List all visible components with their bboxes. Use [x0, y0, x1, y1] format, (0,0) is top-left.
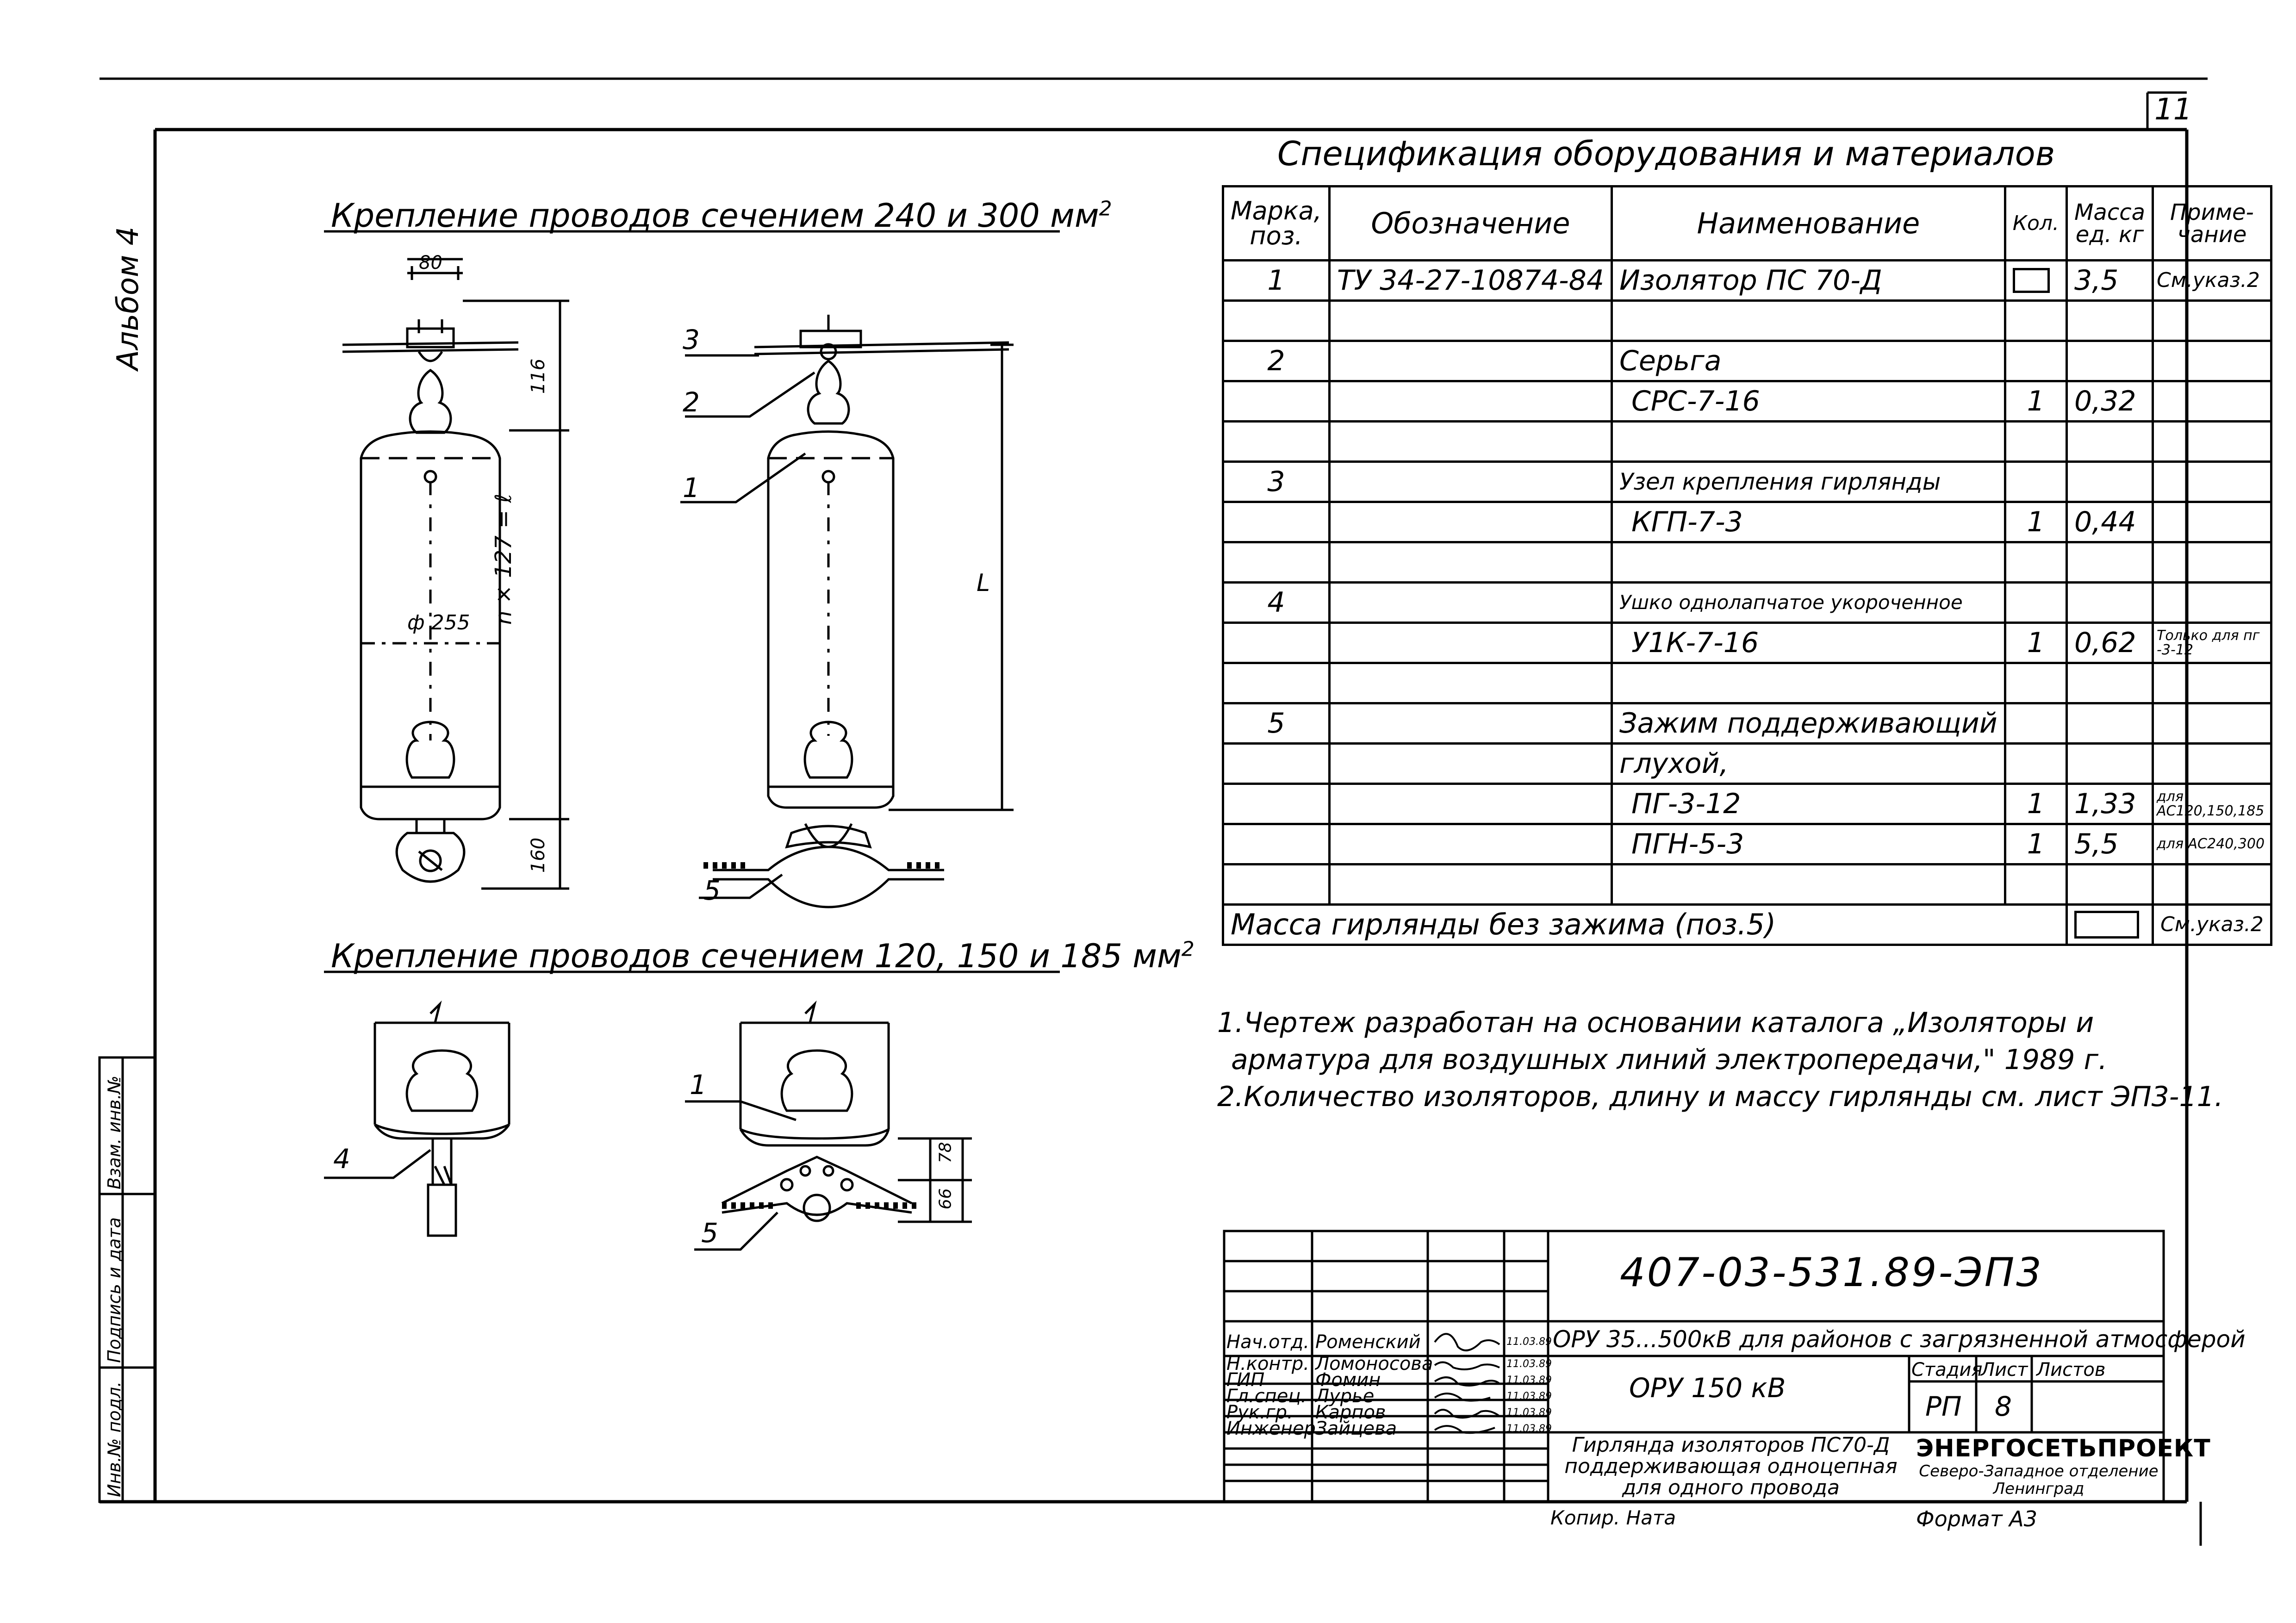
person: Лурье: [1315, 1386, 1375, 1407]
cell-qty: 1: [2005, 784, 2066, 824]
dim-78: 78: [936, 1142, 955, 1163]
stamp-inv-no: Инв.№ подл.: [104, 1381, 124, 1497]
date: 11.03.89: [1506, 1336, 1552, 1348]
table-row: [1223, 261, 2271, 301]
date: 11.03.89: [1506, 1407, 1552, 1418]
org-name: ЭНЕРГОСЕТЬПРОЕКТ: [1916, 1435, 2211, 1462]
notes-block: [1217, 1004, 2223, 1115]
mass-note: См.указ.2: [2153, 905, 2271, 945]
date: 11.03.89: [1506, 1358, 1552, 1370]
cell-mass: 5,5: [2067, 824, 2153, 864]
callout-2: 2: [683, 386, 700, 418]
cell-qty: [2005, 261, 2066, 301]
cell-name: глухой,: [1612, 744, 2005, 784]
cell-mass: 3,5: [2067, 261, 2153, 301]
spec-header-mass: Масса ед. кг: [2067, 187, 2153, 261]
org-sub: Северо-Западное отделение Ленинград: [1919, 1462, 2159, 1498]
object-name: ОРУ 150 кВ: [1629, 1372, 1786, 1404]
sheet-value: 8: [1995, 1391, 2012, 1422]
dim-116: 116: [528, 358, 549, 394]
mass-value: [2067, 905, 2153, 945]
insulator-string-front: [342, 259, 569, 889]
cell-name: Изолятор ПС 70-Д: [1612, 261, 2005, 301]
table-row: [1223, 784, 2271, 824]
table-row: [1223, 422, 2271, 462]
cell-name: У1К-7-16: [1612, 623, 2005, 663]
page-number: 11: [2154, 93, 2192, 127]
cell-qty: 1: [2005, 824, 2066, 864]
cell-name: ПГ-3-12: [1612, 784, 2005, 824]
spec-header-qty: Кол.: [2005, 187, 2066, 261]
callout-3: 3: [683, 324, 700, 355]
cell-qty: 1: [2005, 381, 2066, 422]
cell-designation: ТУ 34-27-10874-84: [1329, 261, 1612, 301]
cell-name: ПГН-5-3: [1612, 824, 2005, 864]
dim-160: 160: [528, 837, 549, 873]
spec-header-row: [1223, 187, 2271, 261]
people-names: [1315, 1328, 1433, 1437]
copied-label: Копир. Ната: [1550, 1506, 1676, 1529]
table-row: [1223, 301, 2271, 341]
table-row: [1223, 744, 2271, 784]
spec-header-mark: Марка, поз.: [1223, 187, 1330, 261]
spec-title: Спецификация оборудования и материалов: [1277, 134, 2055, 173]
album-label: Альбом 4: [111, 226, 145, 370]
cell-qty: 1: [2005, 623, 2066, 663]
mass-label: Масса гирлянды без зажима (поз.5): [1223, 905, 2067, 945]
dim-66: 66: [936, 1188, 955, 1210]
cell-name: СРС-7-16: [1612, 381, 2005, 422]
insulator-string-side: [680, 315, 1014, 907]
cell-name: Зажим поддерживающий: [1612, 703, 2005, 744]
cell-mark: 1: [1223, 261, 1330, 301]
role: Н.контр.: [1226, 1353, 1309, 1374]
role: Инженер: [1226, 1418, 1316, 1439]
spec-header-designation: Обозначение: [1329, 187, 1612, 261]
dim-n127: n × 127 = ℓ: [491, 493, 516, 625]
cell-mark: 2: [1223, 341, 1330, 381]
spec-table: [1222, 185, 2272, 946]
attachment-small-left: [324, 1004, 509, 1236]
role: ГИП: [1226, 1369, 1265, 1391]
table-row: [1223, 542, 2271, 583]
role: Рук.гр.: [1226, 1402, 1293, 1423]
spec-mass-row: [1223, 905, 2271, 945]
cell-name: Серьга: [1612, 341, 2005, 381]
date: 11.03.89: [1506, 1391, 1552, 1402]
stage-header: Стадия: [1911, 1359, 1983, 1380]
cell-mark: 5: [1223, 703, 1330, 744]
role: Гл.спец.: [1226, 1386, 1307, 1407]
cell-note: Только для пг -3-12: [2153, 623, 2271, 663]
table-row: [1223, 583, 2271, 623]
sheets-header: Листов: [2036, 1359, 2106, 1380]
cell-note: для АС240,300: [2153, 824, 2271, 864]
spec-header-note: Приме- чание: [2153, 187, 2271, 261]
table-row: [1223, 864, 2271, 905]
drawing-description: Гирлянда изоляторов ПС70-Д поддерживающая одноцепная для одного провода: [1564, 1433, 1898, 1499]
role: Нач.отд.: [1226, 1331, 1310, 1353]
cell-mass: 1,33: [2067, 784, 2153, 824]
dim-L: L: [977, 569, 990, 597]
table-row: [1223, 703, 2271, 744]
cell-note: для АС120,150,185: [2153, 784, 2271, 824]
person: Карпов: [1315, 1402, 1386, 1423]
table-row: [1223, 663, 2271, 703]
callout-5: 5: [703, 875, 721, 906]
date: 11.03.89: [1506, 1374, 1552, 1386]
cell-qty: 1: [2005, 502, 2066, 542]
cell-name: КГП-7-3: [1612, 502, 2005, 542]
sheet-header: Лист: [1981, 1359, 2028, 1380]
callout-5b: 5: [701, 1217, 718, 1249]
cell-mark: 3: [1223, 462, 1330, 502]
cell-name: Ушко однолапчатое укороченное: [1612, 583, 2005, 623]
people-dates: [1506, 1328, 1552, 1437]
spec-header-name: Наименование: [1612, 187, 2005, 261]
figure2-title: Крепление проводов сечением 120, 150 и 185 $мм^2$: [331, 937, 1195, 975]
date: 11.03.89: [1506, 1423, 1552, 1435]
person: Роменский: [1315, 1331, 1421, 1353]
note-line: арматура для воздушных линий электропередачи," 1989 г.: [1231, 1044, 2108, 1076]
people-roles: [1226, 1328, 1316, 1437]
callout-1b: 1: [690, 1069, 707, 1101]
table-row: [1223, 341, 2271, 381]
project-name: ОРУ 35...500кВ для районов с загрязненной атмосферой: [1553, 1326, 2246, 1353]
note-line: 2.Количество изоляторов, длину и массу гирлянды см. лист ЭП3-11.: [1217, 1081, 2223, 1113]
dim-80: 80: [419, 252, 442, 274]
table-row: [1223, 824, 2271, 864]
cell-mass: 0,62: [2067, 623, 2153, 663]
attachment-small-right: [685, 1004, 972, 1250]
cell-mass: 0,32: [2067, 381, 2153, 422]
stamp-replacement-inv: Взам. инв.№: [104, 1076, 124, 1189]
cell-name: Узел крепления гирлянды: [1612, 462, 2005, 502]
format-label: Формат А3: [1916, 1506, 2037, 1531]
cell-mark: 4: [1223, 583, 1330, 623]
person: Ломоносова: [1315, 1353, 1433, 1374]
table-row: [1223, 462, 2271, 502]
dim-diameter: ф 255: [407, 611, 470, 634]
table-row: [1223, 623, 2271, 663]
cell-note: См.указ.2: [2153, 261, 2271, 301]
callout-4: 4: [333, 1143, 350, 1175]
person: Зайцева: [1315, 1418, 1397, 1439]
cell-mass: 0,44: [2067, 502, 2153, 542]
table-row: [1223, 381, 2271, 422]
stamp-signature-date: Подпись и дата: [104, 1217, 124, 1363]
table-row: [1223, 502, 2271, 542]
callout-1: 1: [683, 472, 700, 504]
note-line: 1.Чертеж разработан на основании каталога „Изоляторы и: [1217, 1007, 2094, 1039]
drawing-code: 407-03-531.89-ЭП3: [1620, 1250, 2044, 1296]
figure1-title: Крепление проводов сечением 240 и 300 $мм^2$: [331, 197, 1112, 235]
stage-value: РП: [1925, 1391, 1962, 1422]
person: Фомин: [1315, 1369, 1381, 1391]
